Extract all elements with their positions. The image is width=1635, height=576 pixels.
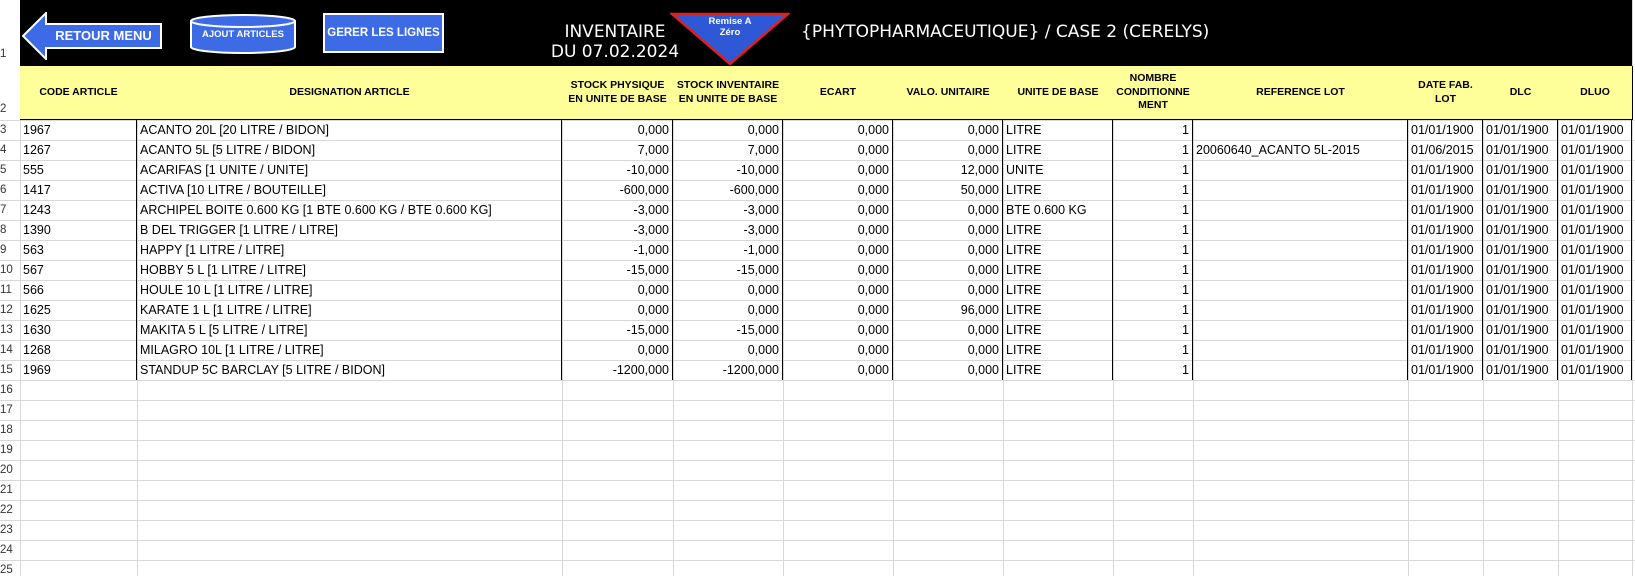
row-number[interactable]: 8 [0, 224, 7, 236]
table-cell[interactable]: 12,000 [893, 160, 1003, 180]
row-number[interactable]: 25 [0, 564, 13, 576]
table-cell[interactable]: 01/01/1900 [1558, 160, 1632, 180]
table-cell[interactable]: 01/01/1900 [1558, 360, 1632, 380]
table-cell[interactable]: MILAGRO 10L [1 LITRE / LITRE] [137, 340, 562, 360]
table-cell[interactable]: LITRE [1003, 220, 1113, 240]
table-cell[interactable]: 1 [1113, 320, 1193, 340]
column-header[interactable] [137, 66, 563, 120]
table-cell[interactable]: 01/06/2015 [1408, 140, 1483, 160]
table-cell[interactable]: 0,000 [783, 340, 893, 360]
table-cell[interactable]: -10,000 [673, 160, 783, 180]
table-cell[interactable]: 0,000 [893, 360, 1003, 380]
table-cell[interactable]: 0,000 [783, 220, 893, 240]
table-cell[interactable]: 01/01/1900 [1483, 260, 1558, 280]
column-header[interactable] [1193, 66, 1409, 120]
gerer-les-lignes-label: GERER LES LIGNES [327, 27, 440, 39]
table-cell[interactable]: 01/01/1900 [1408, 260, 1483, 280]
category-title: {PHYTOPHARMACEUTIQUE} / CASE 2 (CERELYS) [801, 22, 1210, 42]
column-header[interactable] [893, 66, 1004, 120]
table-cell[interactable]: LITRE [1003, 360, 1113, 380]
table-cell[interactable]: 01/01/1900 [1558, 340, 1632, 360]
table-cell[interactable]: 01/01/1900 [1558, 140, 1632, 160]
table-cell[interactable]: 01/01/1900 [1558, 320, 1632, 340]
table-cell[interactable]: 01/01/1900 [1483, 320, 1558, 340]
column-header[interactable] [1408, 66, 1484, 120]
table-cell[interactable]: 0,000 [562, 120, 673, 140]
row-number[interactable]: 4 [0, 144, 7, 156]
row-number[interactable]: 11 [0, 284, 12, 296]
table-cell[interactable]: LITRE [1003, 320, 1113, 340]
table-cell[interactable] [1193, 340, 1408, 360]
table-cell[interactable]: 1 [1113, 180, 1193, 200]
table-cell[interactable]: 1 [1113, 280, 1193, 300]
table-cell[interactable]: ACANTO 5L [5 LITRE / BIDON] [137, 140, 562, 160]
table-cell[interactable]: 01/01/1900 [1408, 300, 1483, 320]
table-cell[interactable]: 01/01/1900 [1558, 300, 1632, 320]
inventory-title: INVENTAIRE [564, 22, 666, 42]
table-cell[interactable]: 1243 [20, 200, 137, 220]
row-number[interactable]: 6 [0, 184, 7, 196]
table-cell[interactable]: 01/01/1900 [1483, 300, 1558, 320]
remise-a-zero-label: Remise A Zéro [708, 16, 752, 38]
column-header-label: ECART [819, 85, 857, 98]
table-cell[interactable]: 1 [1113, 360, 1193, 380]
table-cell[interactable]: 1 [1113, 300, 1193, 320]
table-cell[interactable]: 0,000 [673, 280, 783, 300]
column-header-label: DESIGNATION ARTICLE [289, 85, 410, 98]
table-cell[interactable]: LITRE [1003, 280, 1113, 300]
table-cell[interactable] [1193, 180, 1408, 200]
table-cell[interactable]: ARCHIPEL BOITE 0.600 KG [1 BTE 0.600 KG / BTE 0.600 KG] [137, 200, 562, 220]
table-cell[interactable]: 01/01/1900 [1408, 220, 1483, 240]
retour-menu-button[interactable] [22, 12, 164, 60]
table-cell[interactable]: -15,000 [673, 260, 783, 280]
grid-row-line [0, 520, 1635, 521]
table-cell[interactable]: 0,000 [783, 320, 893, 340]
row-number[interactable]: 3 [0, 124, 7, 136]
retour-menu-label: RETOUR MENU [55, 28, 152, 43]
ajout-articles-button[interactable] [189, 13, 297, 55]
table-cell[interactable] [1193, 200, 1408, 220]
gerer-les-lignes-button[interactable] [323, 13, 444, 53]
table-cell[interactable]: 01/01/1900 [1558, 240, 1632, 260]
table-cell[interactable] [1193, 120, 1408, 140]
table-cell[interactable]: 1417 [20, 180, 137, 200]
table-cell[interactable]: LITRE [1003, 300, 1113, 320]
table-cell[interactable]: 0,000 [783, 240, 893, 260]
column-header[interactable] [1113, 66, 1194, 120]
column-header-label: NOMBRE CONDITIONNE MENT [1116, 72, 1190, 112]
table-cell[interactable]: ACARIFAS [1 UNITE / UNITE] [137, 160, 562, 180]
table-cell[interactable]: 1 [1113, 200, 1193, 220]
row-number[interactable]: 19 [0, 444, 13, 456]
table-cell[interactable]: -3,000 [673, 200, 783, 220]
column-header-label: REFERENCE LOT [1256, 85, 1345, 98]
table-cell[interactable] [1193, 160, 1408, 180]
table-cell[interactable]: 0,000 [783, 140, 893, 160]
table-cell[interactable]: 01/01/1900 [1483, 340, 1558, 360]
row-number[interactable]: 7 [0, 204, 7, 216]
table-cell[interactable]: 1 [1113, 160, 1193, 180]
table-cell[interactable]: 0,000 [893, 320, 1003, 340]
table-cell[interactable] [1193, 220, 1408, 240]
table-cell[interactable]: -15,000 [673, 320, 783, 340]
table-cell[interactable]: 01/01/1900 [1558, 280, 1632, 300]
table-cell[interactable]: 1 [1113, 140, 1193, 160]
table-cell[interactable]: 1969 [20, 360, 137, 380]
row-number[interactable]: 21 [0, 484, 13, 496]
column-header[interactable] [1558, 66, 1633, 120]
table-cell[interactable]: 0,000 [893, 260, 1003, 280]
table-cell[interactable]: 1 [1113, 340, 1193, 360]
row-number[interactable]: 13 [0, 324, 13, 336]
row-number[interactable]: 5 [0, 164, 7, 176]
table-cell[interactable]: 566 [20, 280, 137, 300]
table-cell[interactable]: MAKITA 5 L [5 LITRE / LITRE] [137, 320, 562, 340]
table-cell[interactable]: 01/01/1900 [1408, 160, 1483, 180]
table-cell[interactable]: 0,000 [562, 300, 673, 320]
table-cell[interactable] [1193, 240, 1408, 260]
column-header[interactable] [1003, 66, 1114, 120]
grid-row-line [0, 400, 1635, 401]
grid-row-line [0, 440, 1635, 441]
table-cell[interactable]: 01/01/1900 [1483, 120, 1558, 140]
table-cell[interactable] [1193, 280, 1408, 300]
table-cell[interactable]: 1625 [20, 300, 137, 320]
table-cell[interactable]: 0,000 [893, 200, 1003, 220]
column-header-label: DLUO [1580, 85, 1610, 98]
grid-row-line [0, 380, 1635, 381]
table-cell[interactable]: 563 [20, 240, 137, 260]
table-cell[interactable]: 01/01/1900 [1408, 180, 1483, 200]
table-cell[interactable]: 1 [1113, 260, 1193, 280]
table-cell[interactable]: 0,000 [562, 340, 673, 360]
table-cell[interactable]: 0,000 [673, 300, 783, 320]
row-number[interactable]: 10 [0, 264, 13, 276]
row-number[interactable]: 1 [0, 48, 7, 60]
row-number[interactable]: 9 [0, 244, 7, 256]
table-cell[interactable]: 01/01/1900 [1483, 280, 1558, 300]
table-cell[interactable]: LITRE [1003, 260, 1113, 280]
table-cell[interactable] [1193, 320, 1408, 340]
table-cell[interactable]: 7,000 [673, 140, 783, 160]
row-number[interactable]: 20 [0, 464, 13, 476]
table-cell[interactable]: 0,000 [783, 120, 893, 140]
table-cell[interactable]: HOBBY 5 L [1 LITRE / LITRE] [137, 260, 562, 280]
column-header[interactable] [562, 66, 674, 120]
table-cell[interactable]: 01/01/1900 [1483, 240, 1558, 260]
table-cell[interactable]: 01/01/1900 [1558, 180, 1632, 200]
table-cell[interactable]: STANDUP 5C BARCLAY [5 LITRE / BIDON] [137, 360, 562, 380]
table-cell[interactable] [1193, 300, 1408, 320]
table-cell[interactable]: -1,000 [673, 240, 783, 260]
table-cell[interactable]: 01/01/1900 [1408, 240, 1483, 260]
table-cell[interactable]: -600,000 [562, 180, 673, 200]
table-cell[interactable]: 567 [20, 260, 137, 280]
table-cell[interactable]: 1630 [20, 320, 137, 340]
table-cell[interactable]: 01/01/1900 [1483, 220, 1558, 240]
table-cell[interactable]: 01/01/1900 [1558, 260, 1632, 280]
table-cell[interactable]: 0,000 [893, 340, 1003, 360]
grid-row-line [0, 560, 1635, 561]
column-header[interactable] [1483, 66, 1559, 120]
table-cell[interactable]: LITRE [1003, 120, 1113, 140]
table-cell[interactable]: -600,000 [673, 180, 783, 200]
row-number[interactable]: 17 [0, 404, 13, 416]
table-cell[interactable]: 0,000 [783, 160, 893, 180]
column-header[interactable] [783, 66, 894, 120]
table-cell[interactable]: KARATE 1 L [1 LITRE / LITRE] [137, 300, 562, 320]
table-cell[interactable]: -1200,000 [673, 360, 783, 380]
row-number[interactable]: 2 [0, 103, 7, 115]
table-cell[interactable]: 01/01/1900 [1558, 200, 1632, 220]
table-cell[interactable]: 01/01/1900 [1408, 320, 1483, 340]
table-cell[interactable]: 01/01/1900 [1483, 360, 1558, 380]
table-cell[interactable]: 01/01/1900 [1408, 360, 1483, 380]
table-cell[interactable]: LITRE [1003, 140, 1113, 160]
table-cell[interactable]: 01/01/1900 [1408, 340, 1483, 360]
row-number[interactable]: 12 [0, 304, 13, 316]
column-header-label: STOCK PHYSIQUE EN UNITE DE BASE [568, 78, 667, 105]
table-cell[interactable]: 01/01/1900 [1558, 120, 1632, 140]
table-cell[interactable]: B DEL TRIGGER [1 LITRE / LITRE] [137, 220, 562, 240]
table-cell[interactable]: 01/01/1900 [1408, 120, 1483, 140]
table-cell[interactable] [1193, 260, 1408, 280]
table-cell[interactable]: 0,000 [783, 360, 893, 380]
table-cell[interactable]: LITRE [1003, 180, 1113, 200]
table-cell[interactable]: 96,000 [893, 300, 1003, 320]
table-cell[interactable]: 7,000 [562, 140, 673, 160]
row-number[interactable]: 15 [0, 364, 13, 376]
table-cell[interactable] [1193, 360, 1408, 380]
table-cell[interactable]: UNITE [1003, 160, 1113, 180]
table-cell[interactable]: 01/01/1900 [1483, 180, 1558, 200]
table-cell[interactable]: -10,000 [562, 160, 673, 180]
grid-row-line [0, 460, 1635, 461]
table-cell[interactable]: 0,000 [783, 260, 893, 280]
table-cell[interactable]: 0,000 [673, 340, 783, 360]
table-cell[interactable]: 1268 [20, 340, 137, 360]
grid-row-line [0, 420, 1635, 421]
column-header-label: DATE FAB. LOT [1418, 78, 1473, 105]
table-cell[interactable]: 0,000 [783, 280, 893, 300]
table-cell[interactable]: 0,000 [893, 220, 1003, 240]
table-cell[interactable]: 1967 [20, 120, 137, 140]
table-cell[interactable]: LITRE [1003, 240, 1113, 260]
table-cell[interactable]: ACANTO 20L [20 LITRE / BIDON] [137, 120, 562, 140]
table-cell[interactable]: -3,000 [562, 220, 673, 240]
column-header-label: CODE ARTICLE [39, 85, 118, 98]
table-cell[interactable]: 0,000 [673, 120, 783, 140]
inventory-date: DU 07.02.2024 [550, 42, 680, 62]
table-cell[interactable]: 01/01/1900 [1408, 200, 1483, 220]
table-cell[interactable]: 01/01/1900 [1408, 280, 1483, 300]
row-number[interactable]: 16 [0, 384, 13, 396]
table-cell[interactable]: BTE 0.600 KG [1003, 200, 1113, 220]
grid-row-line [0, 540, 1635, 541]
table-cell[interactable]: 01/01/1900 [1558, 220, 1632, 240]
table-cell[interactable]: 01/01/1900 [1483, 140, 1558, 160]
table-cell[interactable]: -15,000 [562, 320, 673, 340]
table-cell[interactable]: 1 [1113, 240, 1193, 260]
table-cell[interactable]: 20060640_ACANTO 5L-2015 [1193, 140, 1408, 160]
table-cell[interactable]: 0,000 [893, 120, 1003, 140]
column-header[interactable] [673, 66, 784, 120]
row-number[interactable]: 22 [0, 504, 13, 516]
table-cell[interactable]: -3,000 [562, 200, 673, 220]
table-cell[interactable]: 50,000 [893, 180, 1003, 200]
column-header[interactable] [20, 66, 138, 120]
table-cell[interactable]: 01/01/1900 [1483, 200, 1558, 220]
row-number[interactable]: 18 [0, 424, 13, 436]
table-cell[interactable]: 0,000 [562, 280, 673, 300]
remise-a-zero-button[interactable] [670, 12, 790, 66]
table-cell[interactable]: 0,000 [893, 140, 1003, 160]
table-cell[interactable]: 0,000 [783, 200, 893, 220]
grid-row-line [0, 500, 1635, 501]
table-cell[interactable]: 0,000 [893, 280, 1003, 300]
table-cell[interactable]: 0,000 [783, 180, 893, 200]
table-cell[interactable]: 1 [1113, 220, 1193, 240]
table-cell[interactable]: -1200,000 [562, 360, 673, 380]
table-cell[interactable]: -15,000 [562, 260, 673, 280]
table-cell[interactable]: -3,000 [673, 220, 783, 240]
row-number[interactable]: 14 [0, 344, 13, 356]
table-cell[interactable]: 01/01/1900 [1483, 160, 1558, 180]
grid-row-line [0, 480, 1635, 481]
table-cell[interactable]: HOULE 10 L [1 LITRE / LITRE] [137, 280, 562, 300]
table-cell[interactable]: -1,000 [562, 240, 673, 260]
column-header-label: STOCK INVENTAIRE EN UNITE DE BASE [676, 78, 780, 105]
table-cell[interactable]: HAPPY [1 LITRE / LITRE] [137, 240, 562, 260]
column-header-label: UNITE DE BASE [1017, 85, 1099, 98]
table-cell[interactable]: 1267 [20, 140, 137, 160]
row-number[interactable]: 23 [0, 524, 13, 536]
table-cell[interactable]: ACTIVA [10 LITRE / BOUTEILLE] [137, 180, 562, 200]
row-number[interactable]: 24 [0, 544, 13, 556]
ajout-articles-label: AJOUT ARTICLES [202, 29, 284, 40]
column-header-label: DLC [1509, 85, 1532, 98]
table-cell[interactable]: 0,000 [783, 300, 893, 320]
table-cell[interactable]: 0,000 [893, 240, 1003, 260]
table-cell[interactable]: 1390 [20, 220, 137, 240]
column-header-label: VALO. UNITAIRE [906, 85, 990, 98]
table-cell[interactable]: 1 [1113, 120, 1193, 140]
table-cell[interactable]: LITRE [1003, 340, 1113, 360]
table-cell[interactable]: 555 [20, 160, 137, 180]
